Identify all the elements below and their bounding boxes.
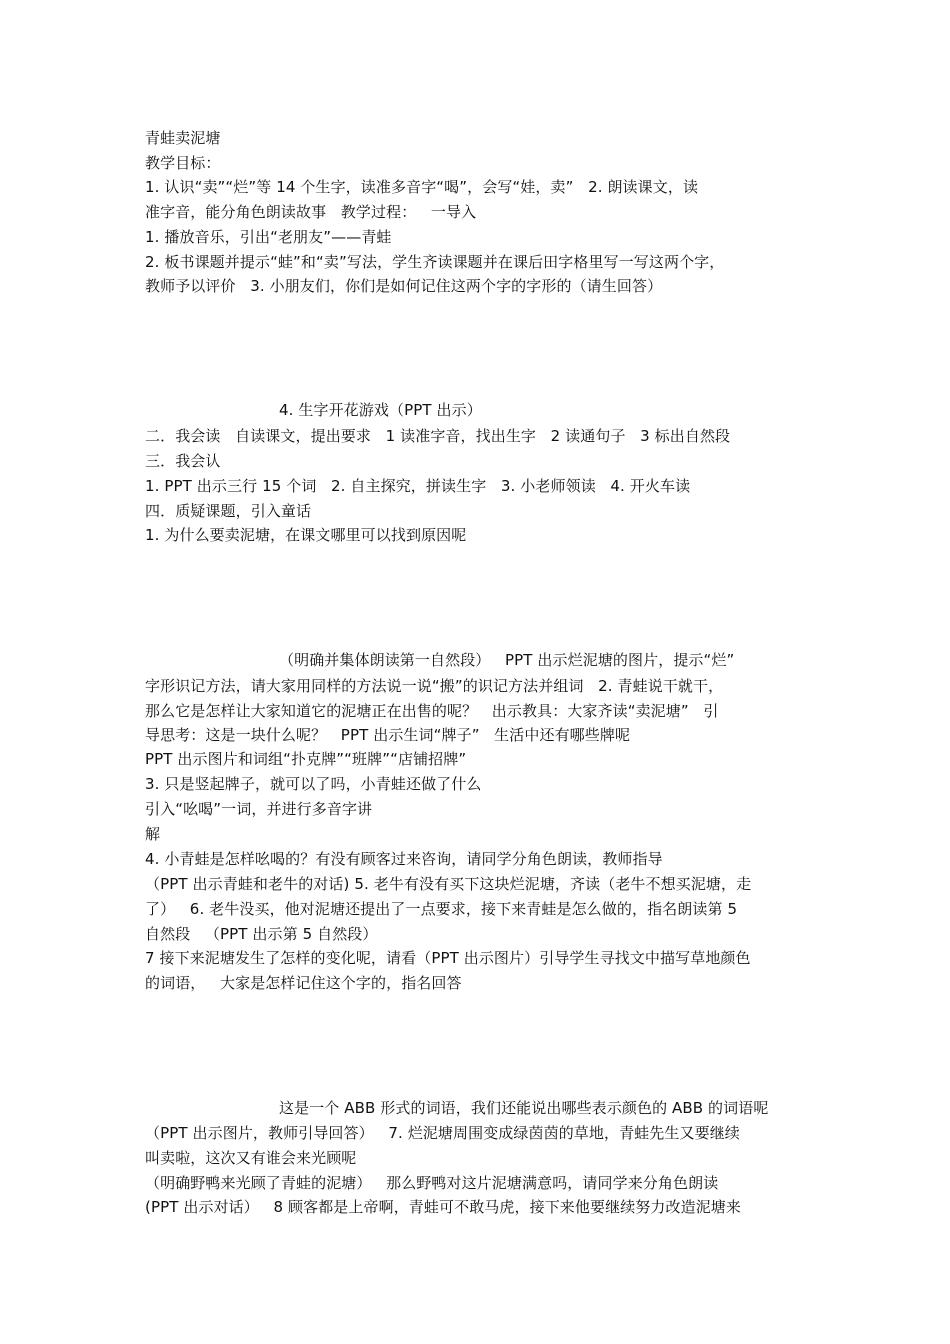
- text-line: （明确野鸭来光顾了青蛙的泥塘） 那么野鸭对这片泥塘满意吗，请同学来分角色朗读: [145, 1174, 719, 1192]
- text-line: 了） 6. 老牛没买，他对泥塘还提出了一点要求，接下来青蛙是怎么做的，指名朗读第 5: [145, 900, 738, 918]
- text-line: 叫卖啦，这次又有谁会来光顾呢: [145, 1149, 357, 1167]
- text-line: 教学目标：: [145, 154, 221, 172]
- text-line: 1. 播放音乐，引出“老朋友”——青蛙: [145, 228, 392, 246]
- text-line: PPT 出示图片和词组“扑克牌”“班牌”“店铺招牌”: [145, 750, 467, 768]
- text-line: 4. 生字开花游戏（PPT 出示）: [279, 401, 482, 419]
- document-title: 青蛙卖泥塘: [145, 129, 221, 147]
- text-line: 1. 为什么要卖泥塘，在课文哪里可以找到原因呢: [145, 526, 467, 544]
- text-line: 7 接下来泥塘发生了怎样的变化呢，请看（PPT 出示图片）引导学生寻找文中描写草地颜色: [145, 949, 751, 967]
- text-line: 二．我会读 自读课文，提出要求 1 读准字音，找出生字 2 读通句子 3 标出自然段: [145, 427, 731, 445]
- text-line: 引入“吆喝”一词，并进行多音字讲: [145, 800, 373, 818]
- text-line: 准字音，能分角色朗读故事 教学过程： 一导入: [145, 203, 477, 221]
- text-line: 那么它是怎样让大家知道它的泥塘正在出售的呢？ 出示教具：大家齐读“卖泥塘” 引: [145, 702, 719, 720]
- text-line: （PPT 出示图片，教师引导回答） 7. 烂泥塘周围变成绿茵茵的草地，青蛙先生又要继续: [145, 1124, 740, 1142]
- text-line: 解: [145, 825, 161, 843]
- text-line: 1. 认识“卖”“烂”等 14 个生字，读准多音字“喝”，会写“娃，卖” 2. 朗读课文，读: [145, 178, 699, 196]
- text-line: 3. 只是竖起牌子，就可以了吗，小青蛙还做了什么: [145, 775, 482, 793]
- text-line: 字形识记方法，请大家用同样的方法说一说“搬”的识记方法并组词 2. 青蛙说干就干，: [145, 677, 724, 695]
- text-line: 的词语， 大家是怎样记住这个字的，指名回答: [145, 974, 462, 992]
- text-line: 三．我会认: [145, 452, 221, 470]
- text-line: 自然段 （PPT 出示第 5 自然段）: [145, 925, 378, 943]
- text-line: 4. 小青蛙是怎样吆喝的？有没有顾客过来咨询，请同学分角色朗读，教师指导: [145, 850, 663, 868]
- text-line: 教师予以评价 3. 小朋友们，你们是如何记住这两个字的字形的（请生回答）: [145, 277, 663, 295]
- text-line: 1. PPT 出示三行 15 个词 2. 自主探究，拼读生字 3. 小老师领读 4. 开火车读: [145, 477, 691, 495]
- text-line: （PPT 出示青蛙和老牛的对话) 5. 老牛有没有买下这块烂泥塘，齐读（老牛不想买泥塘，走: [145, 875, 752, 893]
- text-line: 四．质疑课题，引入童话: [145, 502, 312, 520]
- text-line: 这是一个 ABB 形式的词语，我们还能说出哪些表示颜色的 ABB 的词语呢: [279, 1099, 769, 1117]
- text-line: 2. 板书课题并提示“蛙”和“卖”写法，学生齐读课题并在课后田字格里写一写这两个字，: [145, 253, 725, 271]
- text-line: （明确并集体朗读第一自然段） PPT 出示烂泥塘的图片，提示“烂”: [279, 651, 735, 669]
- text-line: 导思考：这是一块什么呢？ PPT 出示生词“牌子” 生活中还有哪些牌呢: [145, 726, 631, 744]
- text-line: (PPT 出示对话） 8 顾客都是上帝啊，青蛙可不敢马虎，接下来他要继续努力改造泥塘来: [145, 1198, 741, 1216]
